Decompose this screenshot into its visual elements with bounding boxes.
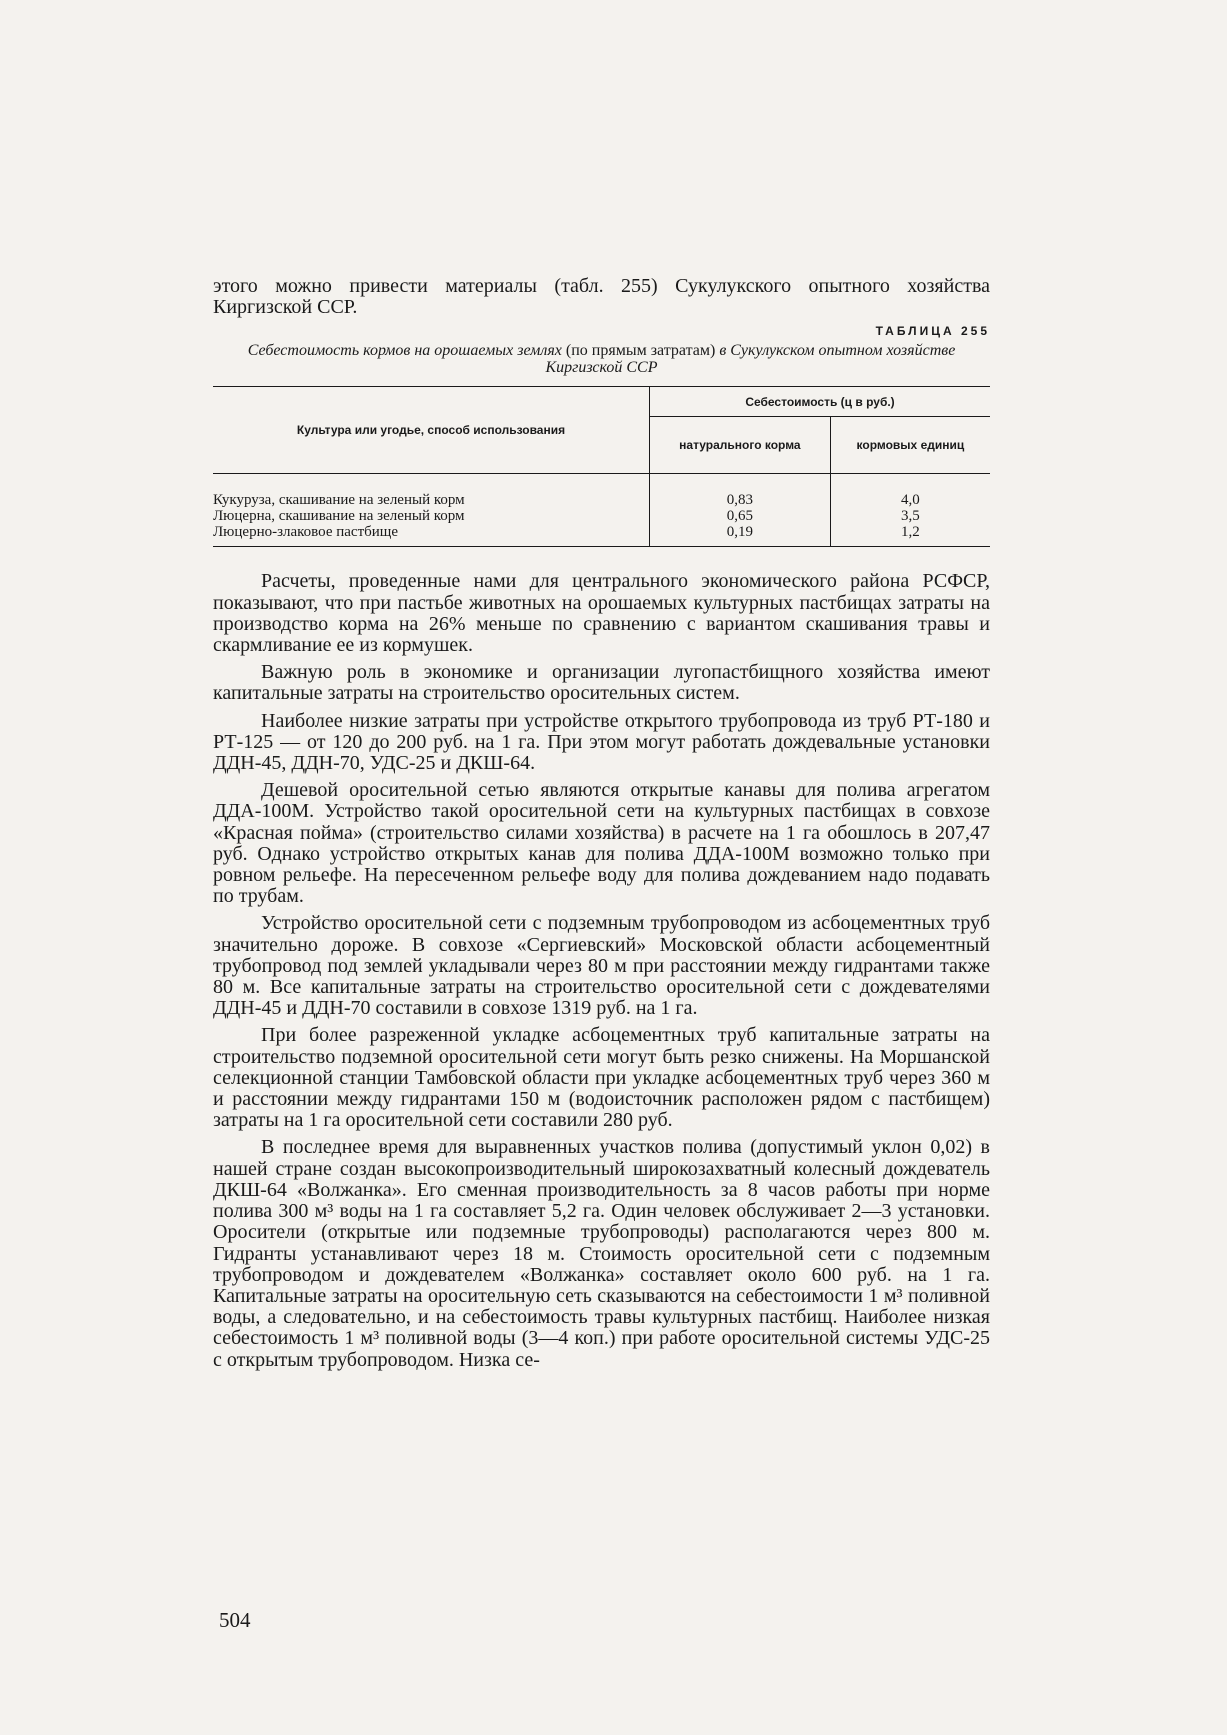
- intro-text: этого можно привести материалы (табл. 255) Сукулукского опытного хозяйства Киргизской ССР.: [213, 275, 990, 319]
- table-row: [213, 474, 990, 509]
- header-units: кормовых единиц: [830, 416, 990, 474]
- table-row: [213, 508, 990, 524]
- body-text: [213, 571, 990, 1370]
- table-caption: [213, 342, 990, 376]
- row-natural: 0,65: [650, 508, 831, 524]
- table-row: [213, 524, 990, 547]
- paragraph: Наиболее низкие затраты при устройстве открытого трубопровода из труб РТ-180 и РТ-125 — от 120 до 200 руб. на 1 га. При этом могут работать дождевальные установки ДДН-45, ДДН-70, УДС-25 и ДКШ-64.: [213, 709, 990, 775]
- paragraph: В последнее время для выравненных участков полива (допустимый уклон 0,02) в нашей стране создан высокопроизводительный широкозахватный колесный дождеватель ДКШ-64 «Волжанка». Его сменная производительность за 8 часов работы при норме полива 300 м³ воды на 1 га составляет 5,2 га. Один человек обслуживает 2—3 установки. Оросители (открытые или подземные трубопроводы) располагаются через 800 м. Гидранты устанавливают через 18 м. Стоимость оросительной сети с подземным трубопроводом и дождевателем «Волжанка» составляет около 600 руб. на 1 га. Капитальные затраты на оросительную сеть сказываются на себестоимости 1 м³ поливной воды, а следовательно, и на себестоимость травы культурных пастбищ. Наиболее низкая себестоимость 1 м³ поливной воды (3—4 коп.) при работе оросительной системы УДС-25 с открытым трубопроводом. Низка се-: [213, 1136, 990, 1371]
- row-units: 1,2: [830, 524, 990, 547]
- row-units: 3,5: [830, 508, 990, 524]
- table-caption-part3: в Сукулукском опытном хозяйстве Киргизской ССР: [545, 342, 956, 377]
- page-number: 504: [219, 1608, 251, 1632]
- row-units: 4,0: [830, 474, 990, 509]
- page-content: [213, 276, 990, 1371]
- row-name: Кукуруза, скашивание на зеленый корм: [213, 492, 465, 509]
- row-natural: 0,19: [650, 524, 831, 547]
- paragraph: Дешевой оросительной сетью являются открытые канавы для полива агрегатом ДДА-100М. Устройство такой оросительной сети на культурных пастбищах в совхозе «Красная пойма» (строительство силами хозяйства) в расчете на 1 га обошлось в 207,47 руб. Однако устройство открытых канав для полива ДДА-100М возможно только при ровном рельефе. На пересеченном рельефе воду для полива дождеванием надо подавать по трубам.: [213, 779, 990, 908]
- paragraph: Важную роль в экономике и организации лугопастбищного хозяйства имеют капитальные затраты на строительство оросительных систем.: [213, 661, 990, 705]
- cost-table: [213, 386, 990, 547]
- paragraph: При более разреженной укладке асбоцементных труб капитальные затраты на строительство подземной оросительной сети могут быть резко снижены. На Моршанской селекционной станции Тамбовской области при укладке асбоцементных труб через 360 м и расстоянии между гидрантами 150 м (водоисточник расположен рядом с пастбищем) затраты на 1 га оросительной сети составили 280 руб.: [213, 1024, 990, 1132]
- table-label: ТАБЛИЦА 255: [875, 324, 990, 339]
- row-natural: 0,83: [650, 474, 831, 509]
- row-name: Люцерна, скашивание на зеленый корм: [213, 508, 465, 525]
- paragraph: Устройство оросительной сети с подземным трубопроводом из асбоцементных труб значительно дороже. В совхозе «Сергиевский» Московской области асбоцементный трубопровод под землей укладывали через 80 м при расстоянии между гидрантами также 80 м. Все капитальные затраты на строительство оросительной сети с дождевателями ДДН-45 и ДДН-70 составили в совхозе 1319 руб. на 1 га.: [213, 912, 990, 1020]
- header-natural: натурального корма: [650, 416, 831, 474]
- header-cost-group: Себестоимость (ц в руб.): [650, 387, 991, 416]
- table-caption-part2: (по прямым затратам): [565, 342, 716, 360]
- header-culture: Культура или угодье, способ использования: [213, 387, 650, 474]
- row-name: Люцерно-злаковое пастбище: [213, 524, 650, 547]
- table-caption-part1: Себестоимость кормов на орошаемых землях: [247, 342, 562, 360]
- paragraph: Расчеты, проведенные нами для центрального экономического района РСФСР, показывают, что при пастьбе животных на орошаемых культурных пастбищах затраты на производство корма на 26% меньше по сравнению с вариантом скашивания травы и скармливание ее из кормушек.: [213, 570, 990, 657]
